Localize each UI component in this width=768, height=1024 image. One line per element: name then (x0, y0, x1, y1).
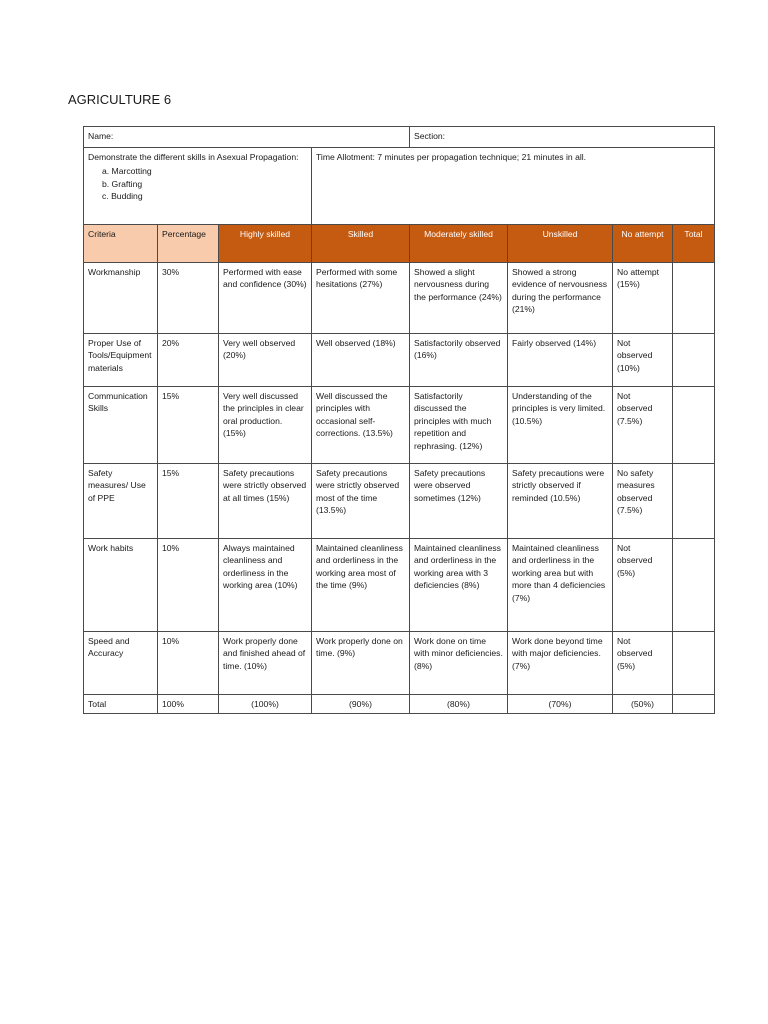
moderately-skilled-cell: Showed a slight nervousness during the performance (24%) (410, 263, 508, 334)
header-no-attempt: No attempt (613, 225, 673, 263)
header-highly-skilled: Highly skilled (219, 225, 312, 263)
unskilled-cell: Understanding of the principles is very limited. (10.5%) (508, 387, 613, 464)
percentage-cell: 30% (158, 263, 219, 334)
table-row (84, 387, 715, 464)
rubric-table (83, 126, 715, 714)
table-row (84, 263, 715, 334)
total-row (84, 695, 715, 714)
percentage-cell: 20% (158, 334, 219, 387)
skilled-cell: Well discussed the principles with occasional self-corrections. (13.5%) (312, 387, 410, 464)
header-unskilled: Unskilled (508, 225, 613, 263)
total-highly-skilled: (100%) (219, 695, 312, 714)
no-attempt-cell: Not observed (10%) (613, 334, 673, 387)
total-total[interactable] (673, 695, 715, 714)
table-row (84, 464, 715, 539)
highly-skilled-cell: Work properly done and finished ahead of time. (10%) (219, 632, 312, 695)
header-total: Total (673, 225, 715, 263)
highly-skilled-cell: Safety precautions were strictly observed at all times (15%) (219, 464, 312, 539)
skill-item: c. Budding (102, 191, 143, 202)
total-label: Total (84, 695, 158, 714)
moderately-skilled-cell: Satisfactorily observed (16%) (410, 334, 508, 387)
total-moderately-skilled: (80%) (410, 695, 508, 714)
percentage-cell: 15% (158, 387, 219, 464)
no-attempt-cell: Not observed (5%) (613, 632, 673, 695)
moderately-skilled-cell: Satisfactorily discussed the principles with much repetition and rephrasing. (12%) (410, 387, 508, 464)
criteria-cell: Workmanship (84, 263, 158, 334)
unskilled-cell: Work done beyond time with major deficiencies. (7%) (508, 632, 613, 695)
highly-skilled-cell: Always maintained cleanliness and orderliness in the working area (10%) (219, 539, 312, 632)
highly-skilled-cell: Performed with ease and confidence (30%) (219, 263, 312, 334)
total-skilled: (90%) (312, 695, 410, 714)
unskilled-cell: Maintained cleanliness and orderliness in the working area but with more than 4 deficiencies (7%) (508, 539, 613, 632)
table-row (84, 334, 715, 387)
unskilled-cell: Showed a strong evidence of nervousness during the performance (21%) (508, 263, 613, 334)
name-row (84, 127, 715, 148)
header-percentage: Percentage (158, 225, 219, 263)
unskilled-cell: Safety precautions were strictly observed if reminded (10.5%) (508, 464, 613, 539)
moderately-skilled-cell: Safety precautions were observed sometimes (12%) (410, 464, 508, 539)
total-cell[interactable] (673, 387, 715, 464)
criteria-cell: Safety measures/ Use of PPE (84, 464, 158, 539)
table-row (84, 539, 715, 632)
header-row (84, 225, 715, 263)
header-moderately-skilled: Moderately skilled (410, 225, 508, 263)
criteria-cell: Communication Skills (84, 387, 158, 464)
time-allotment: Time Allotment: 7 minutes per propagation technique; 21 minutes in all. (312, 148, 715, 225)
skilled-cell: Safety precautions were strictly observed most of the time (13.5%) (312, 464, 410, 539)
header-criteria: Criteria (84, 225, 158, 263)
criteria-cell: Work habits (84, 539, 158, 632)
highly-skilled-cell: Very well discussed the principles in clear oral production. (15%) (219, 387, 312, 464)
total-cell[interactable] (673, 263, 715, 334)
name-field[interactable]: Name: (84, 127, 410, 148)
no-attempt-cell: No safety measures observed (7.5%) (613, 464, 673, 539)
skill-item: a. Marcotting (102, 166, 152, 177)
percentage-cell: 15% (158, 464, 219, 539)
table-row (84, 632, 715, 695)
total-no-attempt: (50%) (613, 695, 673, 714)
page-title: AGRICULTURE 6 (68, 92, 172, 107)
instruction-cell (84, 148, 312, 225)
total-cell[interactable] (673, 334, 715, 387)
total-percentage: 100% (158, 695, 219, 714)
no-attempt-cell: Not observed (7.5%) (613, 387, 673, 464)
skills-list (88, 165, 307, 202)
moderately-skilled-cell: Maintained cleanliness and orderliness in the working area with 3 deficiencies (8%) (410, 539, 508, 632)
no-attempt-cell: Not observed (5%) (613, 539, 673, 632)
skilled-cell: Well observed (18%) (312, 334, 410, 387)
percentage-cell: 10% (158, 632, 219, 695)
skilled-cell: Maintained cleanliness and orderliness in the working area most of the time (9%) (312, 539, 410, 632)
criteria-cell: Speed and Accuracy (84, 632, 158, 695)
moderately-skilled-cell: Work done on time with minor deficiencies. (8%) (410, 632, 508, 695)
no-attempt-cell: No attempt (15%) (613, 263, 673, 334)
total-cell[interactable] (673, 632, 715, 695)
skilled-cell: Performed with some hesitations (27%) (312, 263, 410, 334)
highly-skilled-cell: Very well observed (20%) (219, 334, 312, 387)
unskilled-cell: Fairly observed (14%) (508, 334, 613, 387)
total-unskilled: (70%) (508, 695, 613, 714)
percentage-cell: 10% (158, 539, 219, 632)
skilled-cell: Work properly done on time. (9%) (312, 632, 410, 695)
instruction-text: Demonstrate the different skills in Asexual Propagation: (88, 152, 299, 162)
skill-item: b. Grafting (102, 178, 143, 189)
header-skilled: Skilled (312, 225, 410, 263)
section-field[interactable]: Section: (410, 127, 715, 148)
instructions-row (84, 148, 715, 225)
total-cell[interactable] (673, 539, 715, 632)
criteria-cell: Proper Use of Tools/Equipment materials (84, 334, 158, 387)
total-cell[interactable] (673, 464, 715, 539)
